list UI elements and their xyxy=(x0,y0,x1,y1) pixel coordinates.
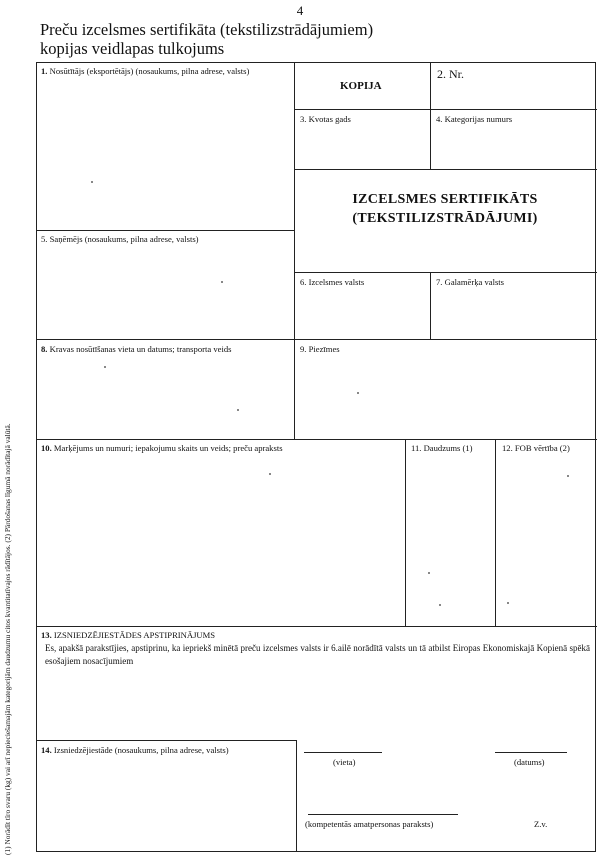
box-4-label xyxy=(436,114,512,125)
box-10-label xyxy=(41,443,401,454)
divider xyxy=(495,439,496,626)
document-title-line-2: kopijas veidlapas tulkojums xyxy=(40,39,225,58)
box-4-number: 4. xyxy=(436,114,443,124)
divider xyxy=(37,230,294,231)
divider xyxy=(37,439,597,440)
scan-speck xyxy=(269,473,271,475)
box-14-number: 14. xyxy=(41,745,52,755)
box-13-declaration: Es, apakšā parakstījies, apstiprinu, ka iepriekš minētā preču izcelsmes valsts ir 6.ailē norādītā valsts un tā atbilst Eiropas Ekonomiskajā Kopienā spēkā esošajiem nosacījumiem xyxy=(45,643,590,666)
scan-speck xyxy=(507,602,509,604)
footnote: (1) Norādīt tīro svaru (kg) vai arī nepieciešamajām kategorijām daudzumu citos kvantitatīvajos rādītājos. (2) Pārdošanas līgumā norādītajā valūtā. xyxy=(3,423,12,855)
box-3-text: Kvotas gads xyxy=(308,114,351,124)
divider xyxy=(430,272,431,339)
box-9-label xyxy=(300,344,340,355)
box-3-label xyxy=(300,114,351,125)
box-6-label xyxy=(300,277,364,288)
scan-speck xyxy=(221,281,223,283)
official-signature-line xyxy=(308,814,458,815)
divider xyxy=(37,626,597,627)
box-8-text: Kravas nosūtīšanas vieta un datums; transporta veids xyxy=(49,344,232,354)
date-label: (datums) xyxy=(514,757,545,767)
box-2-number-label: 2. Nr. xyxy=(437,67,464,81)
divider xyxy=(430,63,431,109)
place-label: (vieta) xyxy=(333,757,356,767)
box-12-number: 12. xyxy=(502,443,513,453)
box-13-title: IZSNIEDZĒJIESTĀDES APSTIPRINĀJUMS xyxy=(53,630,216,640)
box-5-number: 5. xyxy=(41,234,48,244)
box-10-text: Marķējums un numuri; iepakojumu skaits un veids; preču apraksts xyxy=(53,443,283,453)
box-4-text: Kategorijas numurs xyxy=(444,114,513,124)
box-11-number: 11. xyxy=(411,443,422,453)
divider xyxy=(294,339,295,439)
scan-speck xyxy=(567,475,569,477)
official-signature-label: (kompetentās amatpersonas paraksts) xyxy=(305,819,434,829)
box-12-text: FOB vērtība (2) xyxy=(514,443,570,453)
box-1-text: Nosūtītājs (eksportētājs) (nosaukums, pilna adrese, valsts) xyxy=(49,66,250,76)
certificate-title xyxy=(294,190,596,228)
scan-speck xyxy=(428,572,430,574)
box-10-number: 10. xyxy=(41,443,52,453)
seal-label: Z.v. xyxy=(534,819,548,829)
divider xyxy=(294,272,597,273)
document-title-line-1: Preču izcelsmes sertifikāta (tekstilizstrādājumiem) xyxy=(40,20,374,39)
box-13-number: 13. xyxy=(41,630,52,640)
scan-speck xyxy=(104,366,106,368)
box-11-label xyxy=(411,443,473,454)
box-14-label xyxy=(41,745,291,756)
box-7-text: Galamērķa valsts xyxy=(444,277,505,287)
box-5-label xyxy=(41,234,286,245)
certificate-form xyxy=(36,62,596,852)
box-12-label xyxy=(502,443,570,454)
page-number: 4 xyxy=(296,3,304,18)
divider xyxy=(430,109,431,169)
box-9-number: 9. xyxy=(300,344,307,354)
divider xyxy=(405,439,406,626)
box-1-label xyxy=(41,66,286,77)
copy-label: KOPIJA xyxy=(340,80,382,92)
certificate-title-line-1: IZCELSMES SERTIFIKĀTS xyxy=(352,192,538,207)
box-9-text: Piezīmes xyxy=(308,344,340,354)
divider xyxy=(294,109,597,110)
box-13-heading xyxy=(41,630,215,641)
scan-speck xyxy=(91,181,93,183)
box-11-text: Daudzums (1) xyxy=(423,443,473,453)
box-8-number: 8. xyxy=(41,344,48,354)
box-1-number: 1. xyxy=(41,66,48,76)
scan-speck xyxy=(439,604,441,606)
divider xyxy=(296,740,297,852)
box-7-number: 7. xyxy=(436,277,443,287)
scan-speck xyxy=(357,392,359,394)
box-6-text: Izcelsmes valsts xyxy=(308,277,365,287)
document-title xyxy=(40,20,580,58)
divider xyxy=(37,740,296,741)
box-3-number: 3. xyxy=(300,114,307,124)
certificate-title-line-2: (TEKSTILIZSTRĀDĀJUMI) xyxy=(352,211,538,226)
box-8-label xyxy=(41,344,291,355)
divider xyxy=(37,339,597,340)
box-6-number: 6. xyxy=(300,277,307,287)
box-5-text: Saņēmējs (nosaukums, pilna adrese, valsts) xyxy=(49,234,199,244)
scan-speck xyxy=(237,409,239,411)
date-line xyxy=(495,752,567,753)
divider xyxy=(294,169,597,170)
box-14-text: Izsniedzējiestāde (nosaukums, pilna adrese, valsts) xyxy=(53,745,229,755)
place-line xyxy=(304,752,382,753)
box-7-label xyxy=(436,277,504,288)
